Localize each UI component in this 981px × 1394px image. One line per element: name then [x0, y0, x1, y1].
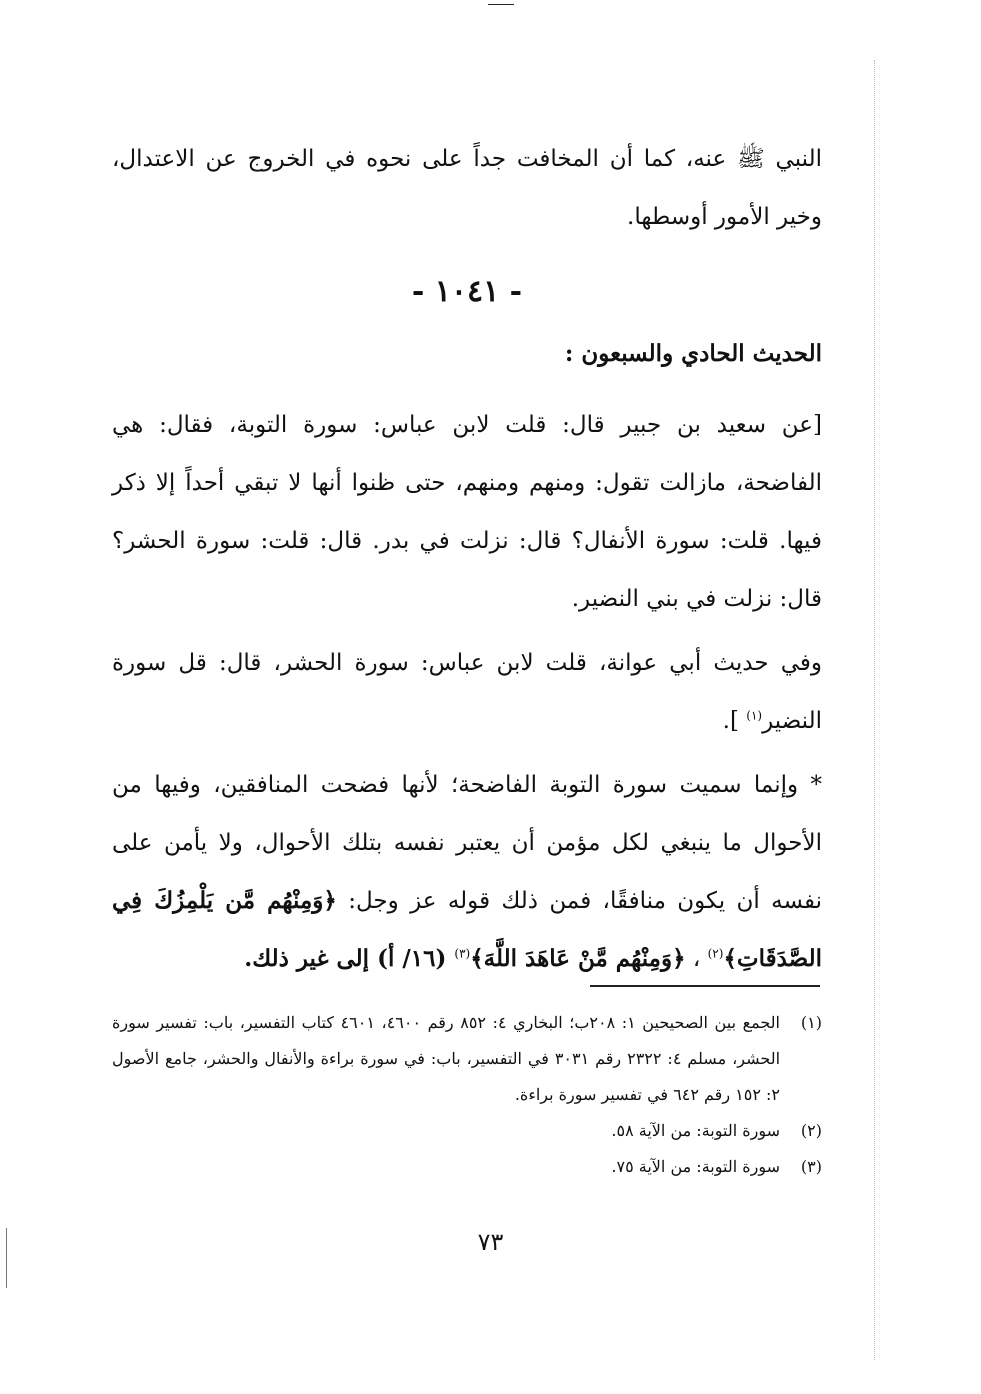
intro-paragraph: النبي ﷺ عنه، كما أن المخافت جداً على نحوه في الخروج عن الاعتدال، وخير الأمور أوسطها. — [112, 146, 822, 230]
footnote-ref-2: (٢) — [707, 946, 724, 961]
quran-verse-1: ﴿وَمِنْهُم مَّن يَلْمِزُكَ فِي الصَّدَقَاتِ﴾ — [112, 887, 822, 972]
footnotes — [112, 1005, 822, 1185]
footnote-text: الجمع بين الصحيحين ١: ٢٠٨ب؛ البخاري ٤: ٨٥٢ رقم ٤٦٠٠، ٤٦٠١ كتاب التفسير، باب: تفسير سورة الحشر، مسلم ٤: ٢٣٢٢ رقم ٣٠٣١ في التفسير، باب: في سورة براءة والأنفال والحشر، جامع الأصول ٢: ١٥٢ رقم ٦٤٢ في تفسير سورة براءة. — [112, 1013, 781, 1104]
verse-separator: ، — [685, 946, 708, 972]
second-narration-paragraph — [112, 634, 822, 750]
top-mark — [488, 4, 514, 5]
footnote-3 — [112, 1149, 822, 1185]
footnote-2 — [112, 1113, 822, 1149]
hadith-heading: الحديث الحادي والسبعون : — [564, 340, 822, 367]
page-number: ٧٣ — [477, 1228, 504, 1256]
footnote-text: سورة التوبة: من الآية ٧٥. — [611, 1157, 780, 1176]
commentary-text: * وإنما سميت سورة التوبة الفاضحة؛ لأنها فضحت المنافقين، وفيها من الأحوال ما ينبغي لكل مؤمن أن يعتبر نفسه بتلك الأحوال، ولا يأمن على نفسه أن يكون منافقًا، فمن ذلك قوله عز وجل: — [112, 772, 822, 914]
footnote-ref-3: (٣) — [454, 946, 471, 961]
footnote-number: (٣) — [800, 1157, 822, 1176]
footnote-text: سورة التوبة: من الآية ٥٨. — [611, 1121, 780, 1140]
main-text — [112, 130, 822, 988]
footnote-1 — [112, 1005, 822, 1113]
narration-paragraph: [عن سعيد بن جبير قال: قلت لابن عباس: سورة التوبة، فقال: هي الفاضحة، مازالت تقول: ومنهم ومنهم، حتى ظنوا أنها لا تبقي أحداً إلا ذكر فيها. قلت: سورة الأنفال؟ قال: نزلت في بدر. قال: قلت: سورة الحشر؟ قال: نزلت في بني النضير. — [112, 412, 822, 612]
footnote-number: (١) — [800, 1013, 822, 1032]
footnote-number: (٢) — [800, 1121, 822, 1140]
commentary-end: (١٦/ أ) إلى غير ذلك. — [244, 945, 455, 972]
commentary-paragraph — [112, 756, 822, 988]
second-narration-end: ]. — [722, 708, 747, 734]
hadith-number: - ١٠٤١ - — [411, 274, 523, 309]
footnote-ref-1: (١) — [746, 708, 763, 723]
quran-verse-2: ﴿وَمِنْهُم مَّنْ عَاهَدَ اللَّهَ﴾ — [470, 945, 686, 972]
binding-edge-dots — [874, 60, 875, 1360]
second-narration-text: وفي حديث أبي عوانة، قلت لابن عباس: سورة الحشر، قال: قل سورة النضير — [112, 650, 822, 734]
footnote-separator — [590, 985, 820, 987]
